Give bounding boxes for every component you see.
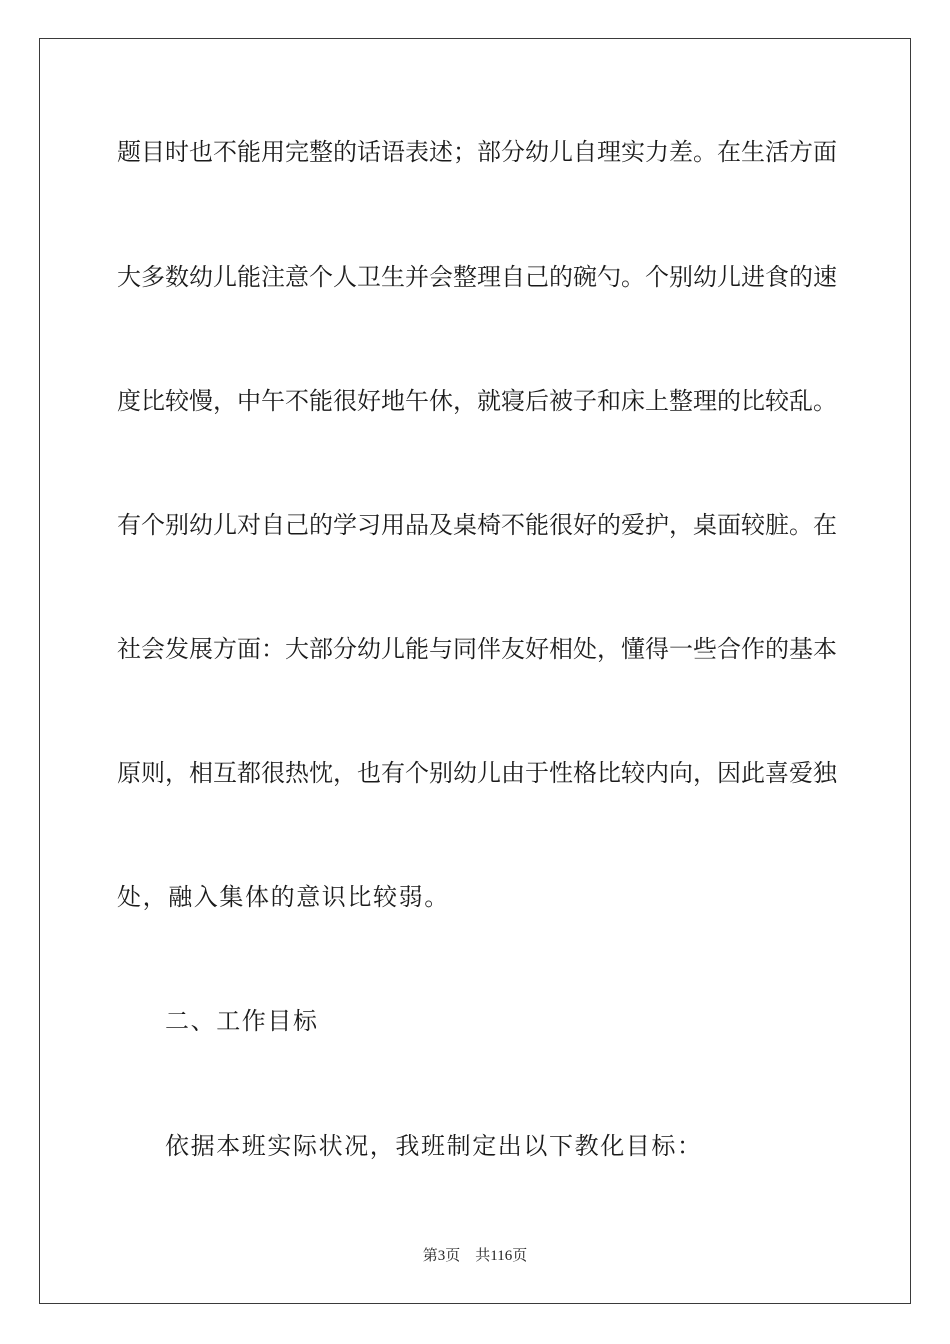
body-line-7: 处，融入集体的意识比较弱。	[117, 883, 450, 911]
body-line-3: 度比较慢，中午不能很好地午休，就寝后被子和床上整理的比较乱。	[117, 387, 837, 415]
page-border	[39, 38, 911, 1304]
body-line-1: 题目时也不能用完整的话语表述；部分幼儿自理实力差。在生活方面	[117, 138, 837, 166]
page-number: 第3页	[422, 1248, 461, 1264]
section-heading: 二、工作目标	[165, 1007, 319, 1035]
body-paragraph: 依据本班实际状况，我班制定出以下教化目标：	[165, 1132, 703, 1160]
total-pages: 共116页	[475, 1248, 528, 1264]
body-line-4: 有个别幼儿对自己的学习用品及桌椅不能很好的爱护，桌面较脏。在	[117, 511, 837, 539]
body-line-5: 社会发展方面：大部分幼儿能与同伴友好相处，懂得一些合作的基本	[117, 635, 837, 663]
body-line-6: 原则，相互都很热忱，也有个别幼儿由于性格比较内向，因此喜爱独	[117, 759, 837, 787]
body-line-2: 大多数幼儿能注意个人卫生并会整理自己的碗勺。个别幼儿进食的速	[117, 263, 837, 291]
page-footer	[0, 1246, 950, 1266]
